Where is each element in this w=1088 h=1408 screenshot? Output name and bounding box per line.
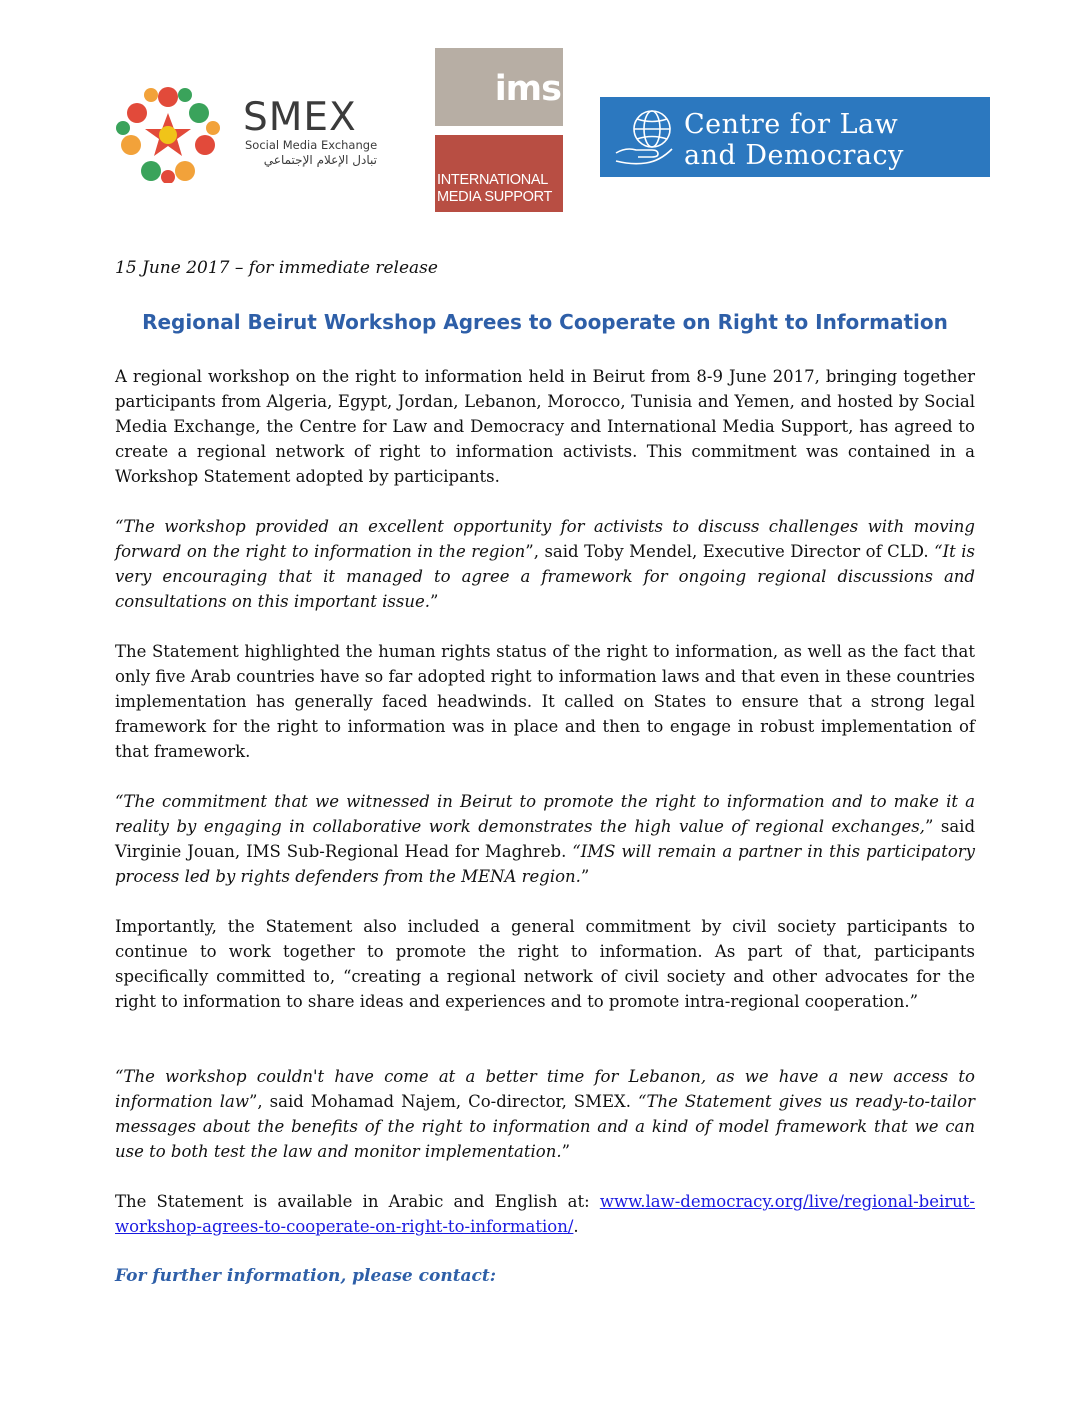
smex-logo-mark [113,83,223,183]
statement-link[interactable]: www.law-democracy.org/live/regional-beirut-workshop-agrees-to-cooperate-on-right-to-information/ [115,1192,975,1236]
paragraph-quote-mendel [115,514,975,614]
closing-quote: ” [561,1142,571,1161]
quote-text: “It is very encouraging that it managed to agree a framework for ongoing regional discussions and consultations on this important issue. [115,542,976,611]
quote-text: “The commitment that we witnessed in Beirut to promote the right to information and to make it a reality by engaging in collaborative work demonstrates the high value of regional exchanges, [115,792,975,836]
contact-heading: For further information, please contact: [115,1266,497,1286]
cld-logo [600,97,990,177]
paragraph-quote-najem [115,1064,975,1164]
ims-line2: MEDIA SUPPORT [437,189,553,205]
smex-flower-icon [116,87,220,183]
ims-logo-bottom [435,135,563,212]
smex-subtitle: Social Media Exchange [245,138,378,152]
quote-text: “The workshop couldn't have come at a better time for Lebanon, as we have a new access to information law [115,1067,975,1111]
closing-quote: ” [430,592,439,611]
closing-quote: ” [580,867,590,886]
period: . [573,1217,579,1236]
ims-wordmark: ims [494,69,561,109]
release-date-line: 15 June 2017 – for immediate release [115,258,438,278]
paragraph-commitment: Importantly, the Statement also included a general commitment by civil society participants to continue to work together to promote the right to information. As part of that, participants specifically committed to, “creating a regional network of civil society and other advocates for the right to information to share ideas and experiences and to promote intra-regional cooperation.” [115,917,975,1011]
smex-arabic-subtitle: تبادل الإعلام الإجتماعي [263,153,377,167]
cld-line1: Centre for Law [684,109,899,140]
paragraph-statement: The Statement highlighted the human rights status of the right to information, as well as the fact that only five Arab countries have so far adopted right to information laws and that even in these countries implementation has generally faced headwinds. It called on States to ensure that a strong legal framework for the right to information was in place and then to engage in robust implementation of that framework. [115,642,975,761]
attribution-text: ”, said Mohamad Najem, Co-director, SMEX. [249,1092,639,1111]
globe-hand-icon [612,103,678,169]
quote-text: “The Statement gives us ready-to-tailor messages about the benefits of the right to information and a kind of model framework that we can use to both test the law and monitor implementation. [115,1092,975,1161]
logo-header [0,0,1088,230]
paragraph-availability [115,1189,975,1239]
page-title: Regional Beirut Workshop Agrees to Cooperate on Right to Information [142,310,948,334]
ims-logo-top [435,48,563,126]
quote-text: “The workshop provided an excellent opportunity for activists to discuss challenges with moving forward on the right to information in the region [115,517,975,561]
paragraph-quote-jouan [115,789,975,889]
attribution-text: ” said Virginie Jouan, IMS Sub-Regional Head for Maghreb. [115,817,975,861]
cld-line2: and Democracy [684,140,904,171]
attribution-text: ”, said Toby Mendel, Executive Director of CLD. [525,542,935,561]
ims-line1: INTERNATIONAL [437,172,549,188]
smex-wordmark: SMEX [243,95,357,140]
availability-text: The Statement is available in Arabic and English at: [115,1192,600,1211]
quote-text: “IMS will remain a partner in this participatory process led by rights defenders from the MENA region. [115,842,975,886]
paragraph-intro: A regional workshop on the right to information held in Beirut from 8-9 June 2017, bringing together participants from Algeria, Egypt, Jordan, Lebanon, Morocco, Tunisia and Yemen, and hosted by Social Media Exchange, the Centre for Law and Democracy and International Media Support, has agreed to create a regional network of right to information activists. This commitment was contained in a Workshop Statement adopted by participants. [115,367,975,486]
